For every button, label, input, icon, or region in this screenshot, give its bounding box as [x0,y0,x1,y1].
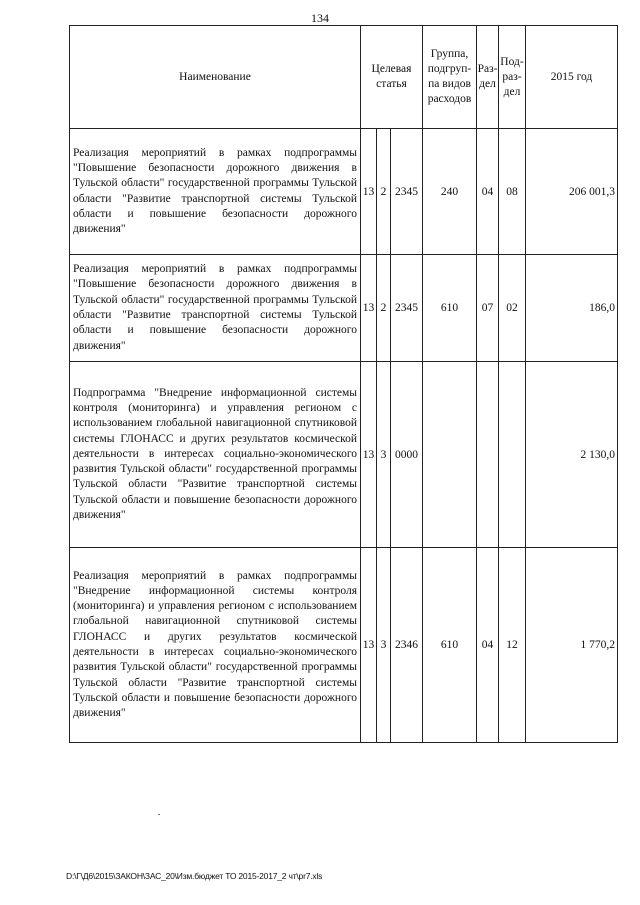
table-header-row [70,26,618,129]
row-cs3: 2346 [391,548,423,743]
row-cs3: 2345 [391,255,423,362]
header-target-article: Целевая статья [361,26,423,129]
row-amount: 2 130,0 [526,362,618,548]
row-cs2: 3 [377,362,391,548]
stray-mark [158,814,160,815]
row-cs2: 2 [377,255,391,362]
row-section [477,362,499,548]
row-cs1: 13 [361,548,377,743]
row-cs2: 2 [377,129,391,255]
row-amount: 1 770,2 [526,548,618,743]
row-subsection: 02 [499,255,526,362]
row-cs2: 3 [377,548,391,743]
table-row [70,255,618,362]
row-group: 610 [423,548,477,743]
row-section: 07 [477,255,499,362]
table-row [70,362,618,548]
row-cs3: 0000 [391,362,423,548]
row-cs1: 13 [361,362,377,548]
row-cs1: 13 [361,129,377,255]
header-group: Группа, подгруп-па видов расходов [423,26,477,129]
page-number: 134 [311,11,329,25]
row-cs3: 2345 [391,129,423,255]
row-amount: 206 001,3 [526,129,618,255]
budget-table [69,25,618,743]
header-section: Раз-дел [477,26,499,129]
table-row [70,548,618,743]
row-group [423,362,477,548]
header-subsection: Под-раз-дел [499,26,526,129]
table-row [70,129,618,255]
row-name: Реализация мероприятий в рамках подпрограммы "Повышение безопасности дорожного движения в Тульской области" государственной программы Тульской области "Развитие транспортной системы Тульской области и повышение безопасности дорожного движения" [70,255,361,362]
row-subsection: 12 [499,548,526,743]
row-amount: 186,0 [526,255,618,362]
row-subsection: 08 [499,129,526,255]
header-name: Наименование [70,26,361,129]
row-subsection [499,362,526,548]
row-name: Реализация мероприятий в рамках подпрограммы "Повышение безопасности дорожного движения в Тульской области" государственной программы Тульской области "Развитие транспортной системы Тульской области и повышение безопасности дорожного движения" [70,129,361,255]
file-path-footer: D:\Г\Д6\2015\ЗАКОН\ЗАС_20\Изм.бюджет ТО 2015-2017_2 чт\pr7.xls [66,871,323,881]
header-year: 2015 год [526,26,618,129]
row-group: 240 [423,129,477,255]
row-name: Реализация мероприятий в рамках подпрограммы "Внедрение информационной системы контроля (мониторинга) и управления регионом с использованием глобальной навигационной спутниковой системы ГЛОНАСС и других результатов космической деятельности в интересах социально-экономического развития Тульской области" государственной программы Тульской области "Развитие транспортной системы Тульской области и повышение безопасности дорожного движения" [70,548,361,743]
row-cs1: 13 [361,255,377,362]
row-group: 610 [423,255,477,362]
row-section: 04 [477,548,499,743]
row-name: Подпрограмма "Внедрение информационной системы контроля (мониторинга) и управления регионом с использованием глобальной навигационной спутниковой системы ГЛОНАСС и других результатов космической деятельности в интересах социально-экономического развития Тульской области" государственной программы Тульской области "Развитие транспортной системы Тульской области и повышение безопасности дорожного движения" [70,362,361,548]
row-section: 04 [477,129,499,255]
